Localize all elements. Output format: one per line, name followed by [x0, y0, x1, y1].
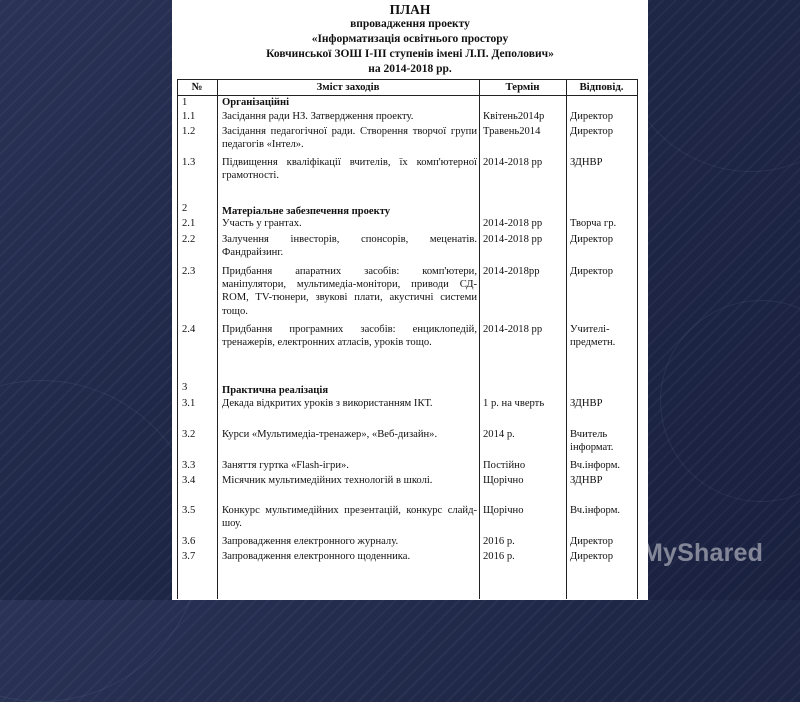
row-content: Участь у грантах. [222, 218, 302, 229]
row-term: 2014 р. [483, 429, 515, 440]
row-number: 3.5 [182, 505, 196, 516]
row-term: 2014-2018 рр [483, 324, 543, 335]
column-header-term: Термін [505, 81, 540, 93]
table-border [177, 79, 638, 80]
plan-period: на 2014-2018 рр. [368, 63, 452, 75]
column-divider [566, 79, 567, 599]
row-number: 3 [182, 382, 188, 393]
row-content: Залучення інвесторів, спонсорів, меценатів. Фандрайзинг. [222, 234, 477, 259]
row-content: Декада відкритих уроків з використанням ІКТ. [222, 398, 433, 409]
row-responsible: Директор [570, 126, 613, 137]
row-term: Щорічно [483, 475, 524, 486]
row-content: Засідання ради НЗ. Затвердження проекту. [222, 111, 414, 122]
row-number: 3.1 [182, 398, 196, 409]
table-border [637, 79, 638, 599]
row-term: 1 р. на чверть [483, 398, 545, 409]
row-term: Щорічно [483, 505, 524, 516]
row-number: 2.3 [182, 266, 196, 277]
watermark-text: MyShared [642, 538, 764, 567]
section-title: Матеріальне забезпечення проекту [222, 206, 391, 217]
watermark [606, 536, 763, 570]
row-term: 2014-2018 рр [483, 234, 543, 245]
row-number: 1.2 [182, 126, 196, 137]
row-term: Квітень2014р [483, 111, 545, 122]
row-responsible: Вч.інформ. [570, 505, 621, 516]
row-content: Заняття гуртка «Flash-ігри». [222, 460, 349, 471]
row-responsible: ЗДНВР [570, 398, 603, 409]
row-responsible: Директор [570, 536, 613, 547]
column-header-number: № [191, 81, 203, 93]
column-header-responsible: Відповід. [579, 81, 624, 93]
document-page [172, 0, 648, 600]
mortarboard-icon [606, 538, 636, 568]
row-responsible: Учителі-предметн. [570, 324, 616, 349]
row-responsible: Директор [570, 234, 613, 245]
row-content: Конкурс мультимедійних презентацій, конкурс слайд-шоу. [222, 505, 477, 530]
row-responsible: Директор [570, 551, 613, 562]
table-border [177, 79, 178, 599]
row-content: Запровадження електронного щоденника. [222, 551, 411, 562]
row-responsible: Директор [570, 266, 613, 277]
row-number: 3.3 [182, 460, 196, 471]
row-term: Постійно [483, 460, 526, 471]
row-responsible: ЗДНВР [570, 475, 603, 486]
row-term: 2014-2018 рр [483, 157, 543, 168]
row-content: Придбання програмних засобів: енциклопедій, тренажерів, електронних атласів, уроків тощо. [222, 324, 477, 349]
row-number: 2.4 [182, 324, 196, 335]
row-responsible: Творча гр. [570, 218, 617, 229]
row-number: 1.1 [182, 111, 196, 122]
section-title: Практична реалізація [222, 385, 329, 396]
section-title: Організаційні [222, 97, 290, 108]
row-term: Травень2014 [483, 126, 541, 137]
row-content: Курси «Мультимедіа-тренажер», «Веб-дизайн». [222, 429, 438, 440]
row-term: 2016 р. [483, 536, 515, 547]
row-content: Місячник мультимедійних технологій в школі. [222, 475, 433, 486]
row-number: 3.7 [182, 551, 196, 562]
row-content: Запровадження електронного журналу. [222, 536, 399, 547]
row-number: 2 [182, 203, 188, 214]
row-responsible: ЗДНВР [570, 157, 603, 168]
row-term: 2014-2018рр [483, 266, 540, 277]
row-number: 3.4 [182, 475, 196, 486]
row-number: 3.2 [182, 429, 196, 440]
row-responsible: Директор [570, 111, 613, 122]
background-ring [660, 300, 800, 502]
row-term: 2014-2018 рр [483, 218, 543, 229]
row-term: 2016 р. [483, 551, 515, 562]
row-number: 3.6 [182, 536, 196, 547]
row-number: 1.3 [182, 157, 196, 168]
row-number: 2.1 [182, 218, 196, 229]
project-name: «Інформатизація освітнього простору [311, 33, 509, 45]
document-title: ПЛАН [389, 2, 431, 17]
column-header-content: Зміст заходів [316, 81, 380, 93]
row-responsible: Вчитель інформат. [570, 429, 614, 454]
column-divider [479, 79, 480, 599]
row-content: Придбання апаратних засобів: комп'ютери, маніпулятори, мультимедіа-монітори, приводи СД-ROM, TV-тюнери, звукові плати, акустичні системи тощо. [222, 266, 477, 317]
document-subtitle: впровадження проекту [350, 18, 470, 30]
row-content: Підвищення кваліфікації вчителів, їх комп'ютерної грамотності. [222, 157, 477, 182]
row-number: 2.2 [182, 234, 196, 245]
row-number: 1 [182, 97, 188, 108]
row-responsible: Вч.інформ. [570, 460, 621, 471]
plan-table [177, 79, 638, 599]
school-name: Ковчинської ЗОШ І-ІІІ ступенів імені Л.П. Деполович» [266, 48, 554, 60]
column-divider [217, 79, 218, 599]
row-content: Засідання педагогічної ради. Створення творчої групи педагогів «Інтел». [222, 126, 477, 151]
